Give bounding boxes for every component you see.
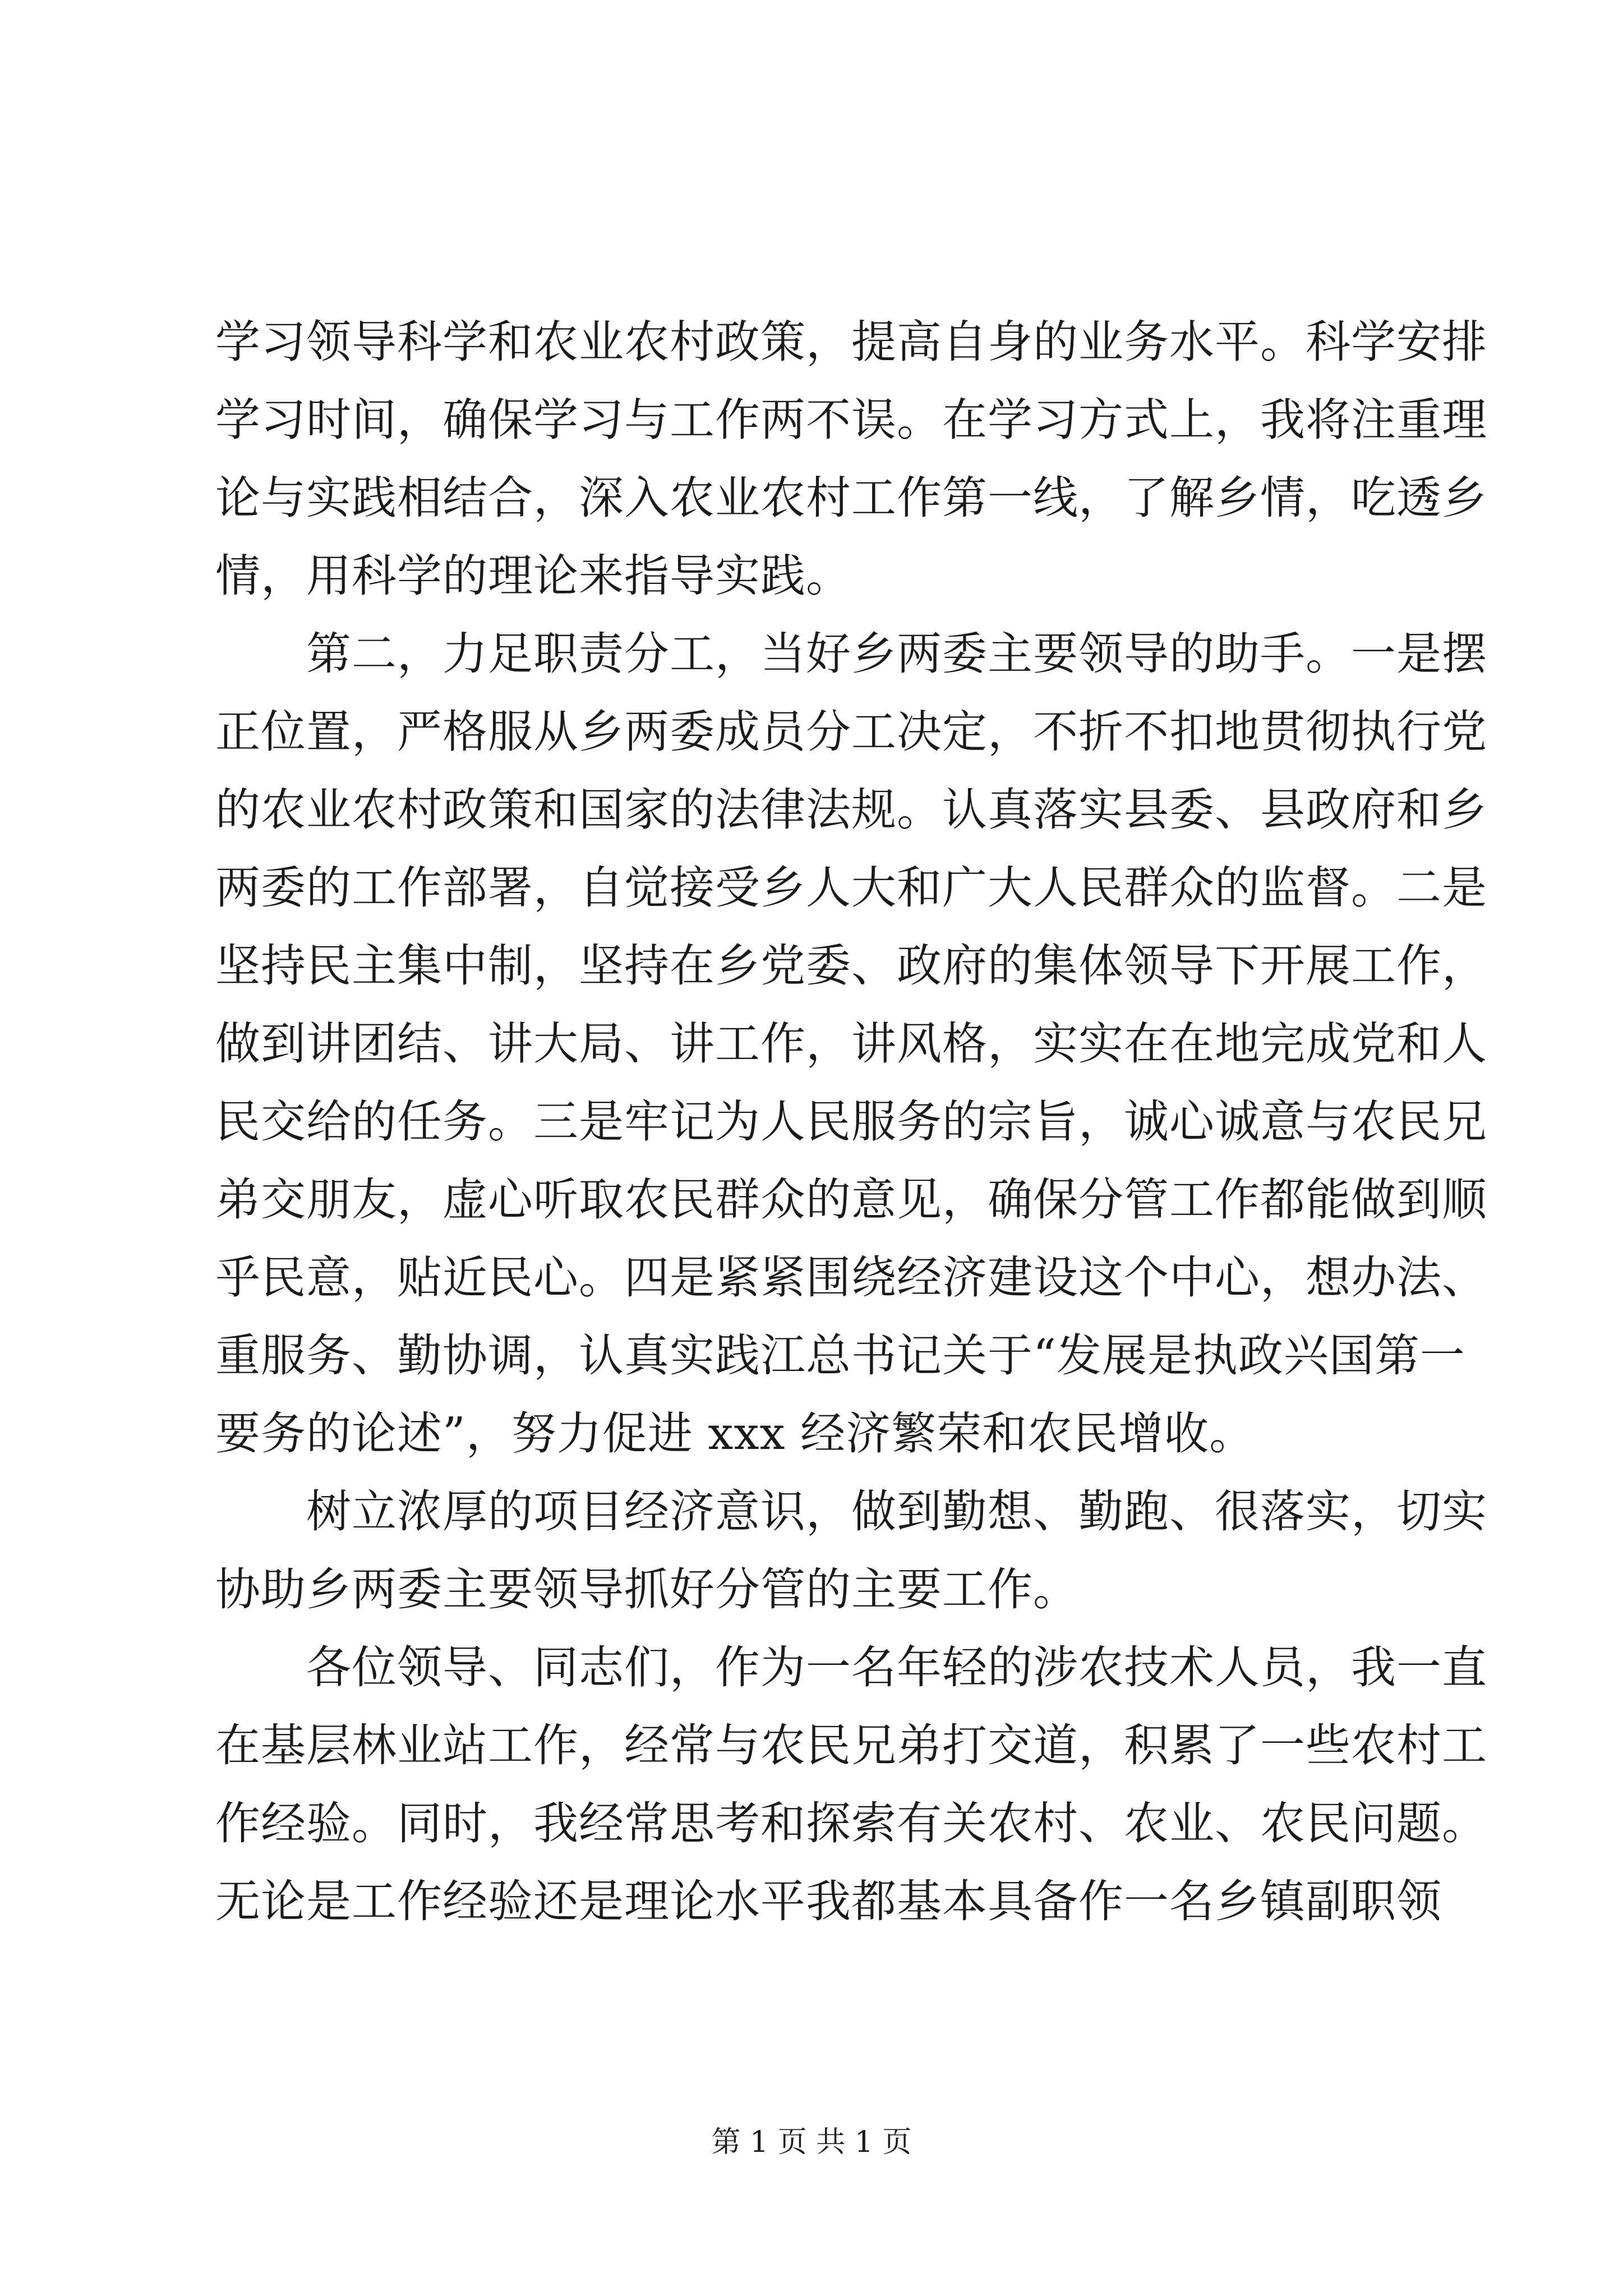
text-line: 学习时间，确保学习与工作两不误。在学习方式上，我将注重理 — [215, 394, 1487, 446]
text-line: 论与实践相结合，深入农业农村工作第一线，了解乡情，吃透乡 — [215, 472, 1487, 524]
page-footer: 第 1 页 共 1 页 — [711, 2125, 912, 2159]
text-line: 做到讲团结、讲大局、讲工作，讲风格，实实在在地完成党和人 — [215, 1018, 1487, 1070]
text-line: 学习领导科学和农业农村政策，提高自身的业务水平。科学安排 — [215, 316, 1487, 368]
text-line: 乎民意，贴近民心。四是紧紧围绕经济建设这个中心，想办法、 — [215, 1251, 1487, 1304]
text-line: 重服务、勤协调，认真实践江总书记关于“发展是执政兴国第一 — [215, 1329, 1465, 1382]
text-line: 弟交朋友，虚心听取农民群众的意见，确保分管工作都能做到顺 — [215, 1174, 1487, 1226]
text-line: 两委的工作部署，自觉接受乡人大和广大人民群众的监督。二是 — [215, 862, 1487, 914]
text-line: 要务的论述”，努力促进 xxx 经济繁荣和农民增收。 — [215, 1407, 1255, 1460]
text-line: 的农业农村政策和国家的法律法规。认真落实县委、县政府和乡 — [215, 784, 1487, 836]
text-line: 无论是工作经验还是理论水平我都基本具备作一名乡镇副职领 — [215, 1875, 1442, 1927]
text-line: 第二，力足职责分工，当好乡两委主要领导的助手。一是摆 — [215, 628, 1487, 680]
text-line: 树立浓厚的项目经济意识，做到勤想、勤跑、很落实，切实 — [215, 1485, 1487, 1538]
text-line: 协助乡两委主要领导抓好分管的主要工作。 — [215, 1563, 1078, 1616]
text-line: 在基层林业站工作，经常与农民兄弟打交道，积累了一些农村工 — [215, 1719, 1487, 1772]
text-line: 民交给的任务。三是牢记为人民服务的宗旨，诚心诚意与农民兄 — [215, 1096, 1487, 1148]
body-text — [215, 303, 1487, 1940]
text-line: 作经验。同时，我经常思考和探索有关农村、农业、农民问题。 — [215, 1797, 1487, 1849]
text-line: 正位置，严格服从乡两委成员分工决定，不折不扣地贯彻执行党 — [215, 706, 1487, 758]
text-line: 坚持民主集中制，坚持在乡党委、政府的集体领导下开展工作， — [215, 940, 1487, 992]
text-line: 各位领导、同志们，作为一名年轻的涉农技术人员，我一直 — [215, 1641, 1487, 1694]
text-line: 情，用科学的理论来指导实践。 — [215, 550, 851, 602]
